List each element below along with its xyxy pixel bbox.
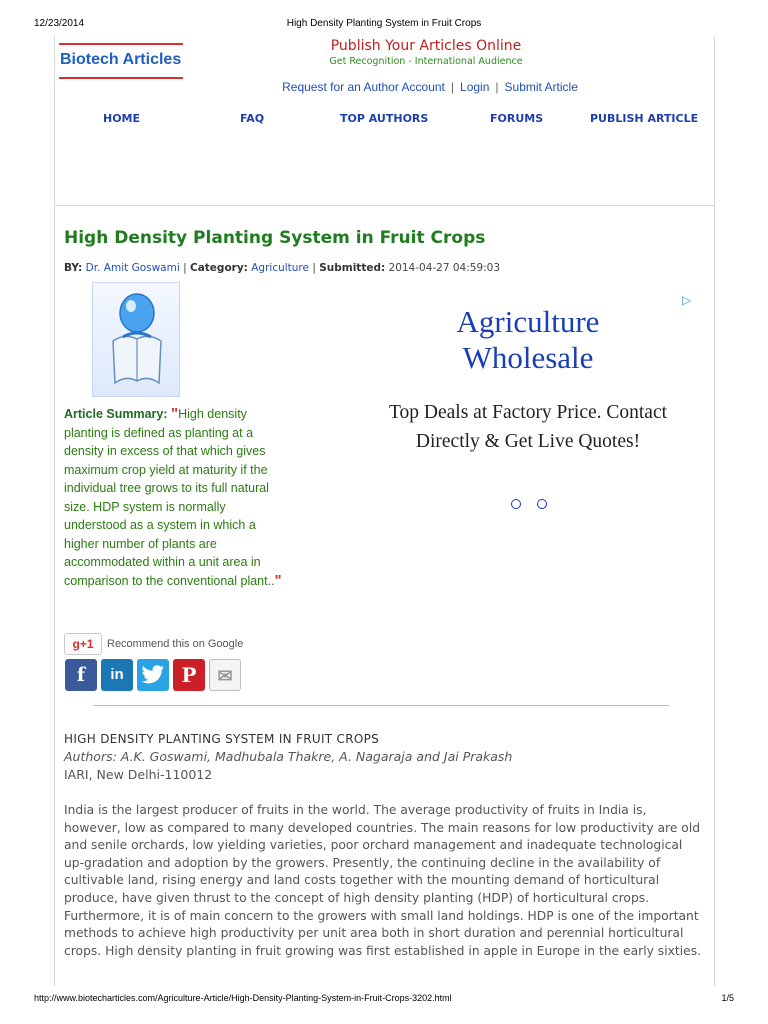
- nav-home[interactable]: HOME: [103, 112, 141, 125]
- section-title: HIGH DENSITY PLANTING SYSTEM IN FRUIT CROPS: [64, 732, 380, 746]
- print-title: High Density Planting System in Fruit Crops: [286, 18, 482, 29]
- author-link[interactable]: Dr. Amit Goswami: [85, 262, 180, 274]
- ad-carousel-dot[interactable]: [511, 499, 521, 509]
- recommend-text: Recommend this on Google: [107, 638, 244, 650]
- twitter-bird-icon: [141, 665, 165, 685]
- summary-text: High density planting is defined as planting at a density in excess of that which gives maximum crop yield at maturity if the individual tree grows to its full natural size. HDP system is normally understood as a system in which a higher number of plants are accommodated within a unit area in comparison to the conventional plant..: [64, 407, 275, 588]
- category-link[interactable]: Agriculture: [251, 262, 309, 274]
- account-links: [200, 80, 660, 94]
- linkedin-icon[interactable]: in: [101, 659, 133, 691]
- article-title: High Density Planting System in Fruit Crops: [64, 228, 486, 248]
- ad-headline[interactable]: Agriculture Wholesale: [456, 304, 600, 375]
- nav-publish-article[interactable]: PUBLISH ARTICLE: [590, 112, 699, 125]
- close-quote: ": [274, 571, 282, 589]
- by-label: BY:: [64, 262, 83, 274]
- link-separator: |: [495, 80, 499, 94]
- print-header: [0, 18, 768, 32]
- section-authors: Authors: A.K. Goswami, Madhubala Thakre, A. Nagaraja and Jai Prakash: [64, 749, 513, 764]
- print-url: http://www.biotecharticles.com/Agriculture-Article/High-Density-Planting-System-in-Fruit-Crops-3202.html: [34, 993, 452, 1003]
- site-logo[interactable]: [59, 43, 183, 79]
- nav-forums[interactable]: FORUMS: [490, 112, 544, 125]
- link-separator: |: [450, 80, 455, 94]
- open-quote: ": [171, 405, 179, 422]
- article-summary: [64, 405, 286, 590]
- login-link[interactable]: Login: [460, 80, 490, 94]
- ad-body[interactable]: Top Deals at Factory Price. Contact Directly & Get Live Quotes!: [388, 402, 668, 452]
- content-divider: [93, 705, 669, 706]
- category-label: Category:: [190, 262, 248, 274]
- submitted-label: Submitted:: [319, 262, 386, 274]
- submitted-date: 2014-04-27 04:59:03: [388, 262, 501, 274]
- facebook-icon[interactable]: f: [65, 659, 97, 691]
- adchoices-icon[interactable]: ▷: [682, 293, 692, 307]
- nav-faq[interactable]: FAQ: [240, 112, 265, 125]
- request-author-account-link[interactable]: Request for an Author Account: [282, 80, 445, 94]
- print-footer: [0, 993, 768, 1007]
- google-plus-button[interactable]: g+1: [64, 633, 102, 655]
- email-icon[interactable]: ✉: [209, 659, 241, 691]
- author-avatar: [92, 282, 180, 397]
- twitter-icon[interactable]: [137, 659, 169, 691]
- site-logo-text: Biotech Articles: [60, 51, 182, 68]
- submit-article-link[interactable]: Submit Article: [504, 80, 578, 94]
- nav-divider: [55, 205, 714, 206]
- article-paragraph: India is the largest producer of fruits in the world. The average productivity of fruits in India is, however, low as compared to many developed countries. The main reasons for low productivity are old and senile orchards, low yielding varieties, poor orchard management and inadequate technological up-gradation and adoption by the growers. Presently, the continuing decline in the availability of cultivable land, rising energy and land costs together with the mounting demand of horticultural produce, have given thrust to the concept of high density planting (HDP) of horticultural crops. Furthermore, it is of main concern to the growers with small land holdings. HDP is one of the important methods to achieve high productivity per unit area both in short duration and perennial horticultural crops. High density planting in fruit growing was first established in apple in Europe in the early sixties.: [64, 803, 702, 958]
- pinterest-icon[interactable]: P: [173, 659, 205, 691]
- nav-top-authors[interactable]: TOP AUTHORS: [340, 112, 429, 125]
- reader-icon: [93, 283, 181, 398]
- publish-heading: Publish Your Articles Online: [330, 38, 522, 54]
- main-nav: [55, 112, 714, 126]
- print-date: 12/23/2014: [34, 18, 85, 29]
- print-page-number: 1/5: [721, 993, 734, 1003]
- ad-carousel-dot[interactable]: [537, 499, 547, 509]
- section-affiliation: IARI, New Delhi-110012: [64, 767, 213, 782]
- publish-subheading: Get Recognition - International Audience: [329, 56, 523, 67]
- article-meta: BY: Dr. Amit Goswami | Category: Agriculture | Submitted: 2014-04-27 04:59:03: [64, 262, 501, 274]
- summary-label: Article Summary:: [64, 407, 168, 421]
